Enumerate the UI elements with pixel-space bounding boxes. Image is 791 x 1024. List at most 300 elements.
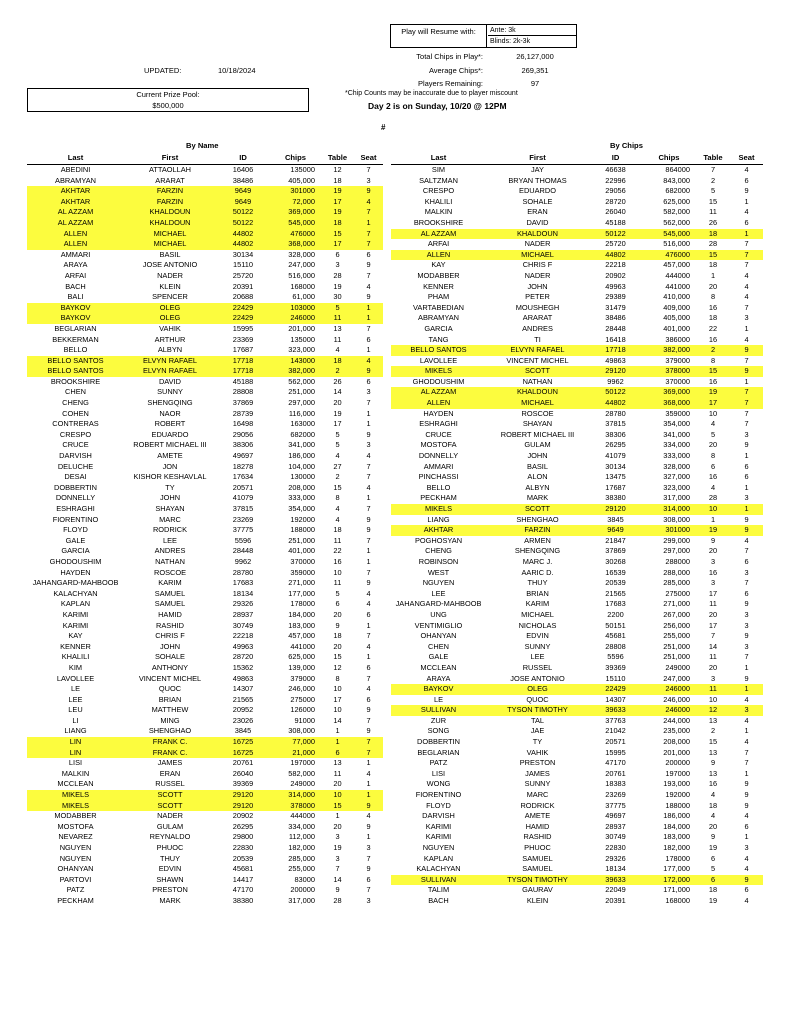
player-last: ROBINSON [418,556,459,566]
player-seat: 3 [366,440,371,450]
player-first: MICHAEL [521,609,554,619]
player-first: TAL [530,715,544,725]
player-first: BRIAN [526,588,549,598]
table-row [391,472,763,483]
player-first: GAURAV [522,885,553,895]
table-row [391,462,763,473]
player-table: 2 [710,726,716,736]
player-first: HAMID [158,609,182,619]
player-first: ARARAT [155,175,185,185]
table-row [391,716,763,727]
player-chips: 444000 [665,270,690,280]
player-table: 20 [708,440,718,450]
player-last: LEE [431,588,446,598]
player-seat: 1 [366,493,371,503]
player-id: 26040 [232,768,254,778]
player-id: 20902 [605,270,626,280]
player-table: 7 [335,864,340,874]
player-last: PATZ [66,885,85,895]
player-table: 18 [708,885,718,895]
player-seat: 6 [744,472,749,482]
player-seat: 6 [744,175,749,185]
player-seat: 6 [366,334,371,344]
player-first: RASHID [156,620,184,630]
player-table: 15 [708,737,718,747]
player-chips: 323,000 [663,482,690,492]
player-id: 26295 [232,821,254,831]
player-chips: 172,000 [642,875,696,886]
player-last: LE [433,694,444,704]
player-table: 28 [708,493,718,503]
player-last: NGUYEN [59,843,92,852]
player-table: 6 [710,461,716,471]
player-chips: 314,000 [642,504,696,515]
player-seat: 4 [744,811,749,821]
player-first: SAMUEL [154,599,186,609]
player-id: 37869 [232,398,254,408]
player-table: 5 [710,186,716,196]
player-id: 39369 [605,662,626,672]
table-row [27,387,383,398]
player-last: MOSTOFA [420,440,457,450]
total-chips-label: Total Chips in Play*: [416,52,483,61]
player-last: BROOKSHIRE [50,376,101,386]
player-table: 12 [696,705,730,716]
player-seat: 4 [744,895,749,905]
player-first: FARZIN [486,525,589,536]
player-last: AKHTAR [27,197,124,208]
player-table: 19 [696,387,730,398]
player-first: SCOTT [124,790,216,801]
player-first: TYSON TIMOTHY [486,705,589,716]
player-chips: 441000 [290,641,315,651]
player-seat: 1 [730,684,763,695]
table-row [391,822,763,833]
player-last: FIORENTINO [415,790,462,800]
player-id: 30134 [232,249,254,259]
player-first: SCOTT [486,504,589,515]
player-table: 16 [708,376,718,386]
player-table: 10 [708,408,718,418]
player-id: 18278 [232,461,254,471]
player-id: 21847 [605,535,626,545]
player-seat: 1 [354,303,383,314]
col-table: Table [696,153,730,165]
player-table: 5 [335,588,340,598]
player-first: ERAN [527,207,548,217]
player-id: 3845 [234,726,252,736]
player-chips: 112,000 [288,832,315,842]
player-chips: 545,000 [642,229,696,240]
player-first: VINCENT MICHEL [138,673,202,683]
player-seat: 9 [744,790,749,800]
player-seat: 6 [744,461,749,471]
player-chips: 201,000 [288,323,315,333]
player-last: WONG [426,779,451,789]
player-last: LEU [68,705,83,715]
player-last: CRESPO [59,429,92,439]
player-seat: 7 [366,631,371,641]
table-row [27,165,383,176]
player-last: MIKELS [27,790,124,801]
player-chips: 104,000 [288,461,315,471]
player-seat: 4 [366,641,371,651]
table-row [391,239,763,250]
player-last: AL AZZAM [391,229,486,240]
player-seat: 7 [744,260,749,270]
player-first: JAMES [525,768,550,778]
player-last: KENNER [60,641,91,651]
player-last: KAY [431,260,446,270]
player-chips: 354,000 [288,504,315,513]
player-id: 20539 [232,853,254,863]
player-last: LI [72,715,79,725]
player-first: SUNNY [524,641,551,651]
player-table: 17 [333,419,342,429]
player-seat: 7 [730,387,763,398]
player-id: 37775 [605,800,626,810]
player-first: ROSCOE [153,567,187,577]
player-last: PHAM [427,292,450,302]
player-chips: 116,000 [288,408,315,418]
player-last: ARFAI [64,270,87,280]
player-table: 5 [335,429,340,439]
player-seat: 7 [354,748,383,759]
table-row [391,578,763,589]
player-first: FRANK C. [124,748,216,759]
player-chips: 126000 [290,705,315,715]
player-last: BAYKOV [27,313,124,324]
player-seat: 1 [744,196,749,206]
player-id: 28937 [232,609,254,619]
table-row [27,197,383,208]
player-table: 11 [333,768,342,778]
player-seat: 1 [366,758,371,768]
player-first: NADER [157,270,183,280]
player-first: AARIC D. [521,567,554,577]
player-first: FRANK C. [124,737,216,748]
player-chips: 341,000 [663,429,690,439]
player-table: 20 [708,609,718,619]
table-row [27,239,383,250]
player-chips: 163000 [290,419,315,429]
player-last: DONNELLY [55,493,96,503]
player-last: TANG [428,334,449,344]
player-last: HAYDEN [60,567,91,577]
table-row [391,843,763,854]
player-last: DARVISH [59,451,92,461]
table-row [391,483,763,494]
player-seat: 9 [744,779,749,789]
player-id: 20571 [232,482,254,492]
player-chips: 444000 [290,811,315,821]
player-first: JOSE ANTONIO [510,673,565,683]
player-table: 5 [710,864,716,874]
player-first: JOSE ANTONIO [142,260,198,270]
table-row [27,631,383,642]
player-last: BEGLARIAN [54,323,97,333]
player-chips: 267,000 [663,609,690,619]
by-chips-table [391,153,763,907]
player-chips: 405,000 [288,175,315,185]
player-table: 3 [710,578,716,588]
player-first: KHALDOUN [124,218,216,229]
player-id: 28780 [605,408,626,418]
player-table: 7 [710,165,716,174]
player-chips: 130000 [290,472,315,482]
player-last: JAHANGARD-MAHBOOB [395,599,482,609]
player-seat: 1 [366,620,371,630]
table-row [391,165,763,176]
player-last: LISI [68,758,83,768]
player-chips: 200000 [290,885,315,895]
player-chips: 247,000 [288,260,315,270]
player-id: 9962 [234,556,252,566]
player-first: SHENGQING [147,398,193,408]
player-seat: 4 [366,768,371,778]
player-first: SHAYAN [155,504,185,513]
player-last: SULLIVAN [391,875,486,886]
player-seat: 6 [744,217,749,227]
table-row [27,832,383,843]
table-row [391,493,763,504]
player-chips: 334,000 [288,821,315,831]
player-chips: 843,000 [663,175,690,185]
player-table: 7 [710,631,716,641]
player-table: 4 [710,790,716,800]
player-table: 16 [333,556,342,566]
player-table: 6 [335,599,340,609]
player-id: 22996 [605,175,626,185]
player-last: KALACHYAN [53,588,98,598]
player-chips: 177,000 [288,588,315,598]
player-last: MODABBER [54,811,97,821]
player-chips: 341,000 [288,440,315,450]
player-table: 15 [696,366,730,377]
player-last: ABRAMYAN [55,175,96,185]
player-first: RUSSEL [155,779,185,789]
player-chips: 288,000 [663,567,690,577]
table-row [27,419,383,430]
player-table: 19 [321,186,354,197]
table-row [391,726,763,737]
player-table: 13 [333,758,342,768]
player-id: 9962 [607,376,624,386]
player-chips: 139,000 [288,662,315,672]
player-id: 45188 [232,376,254,386]
player-seat: 1 [354,313,383,324]
player-seat: 4 [366,281,371,291]
table-row [27,504,383,515]
player-seat: 7 [744,652,749,662]
col-chips: Chips [270,153,321,165]
table-row [391,663,763,674]
player-chips: 379000 [290,673,315,683]
player-seat: 4 [744,694,749,704]
player-chips: 864000 [665,165,690,174]
table-row [391,218,763,229]
table-row [27,589,383,600]
player-first: ANDRES [154,546,186,556]
player-last: AKHTAR [27,186,124,197]
player-chips: 370000 [290,556,315,566]
player-seat: 6 [366,376,371,386]
player-last: KAPLAN [60,599,91,609]
player-id: 44802 [589,250,642,261]
player-table: 15 [333,652,342,662]
player-id: 49697 [605,811,626,821]
player-chips: 251,000 [663,641,690,651]
player-first: ANDRES [522,323,553,333]
player-id: 29120 [216,790,270,801]
player-chips: 135000 [290,165,315,174]
table-row [27,377,383,388]
player-first: MICHAEL [486,250,589,261]
player-first: ANTHONY [151,662,189,672]
player-id: 37815 [232,504,254,513]
player-last: OHANYAN [420,631,457,641]
player-last: LAVOLLEE [419,355,458,365]
player-chips: 183,000 [663,832,690,842]
player-seat: 7 [744,419,749,429]
player-id: 16418 [605,334,626,344]
player-id: 20688 [232,292,254,302]
player-table: 5 [321,303,354,314]
player-table: 4 [335,514,340,524]
player-seat: 6 [744,821,749,831]
player-id: 41079 [232,493,254,503]
player-id: 22830 [232,843,254,852]
player-table: 8 [710,292,716,302]
player-id: 49963 [232,641,254,651]
player-table: 6 [710,853,716,863]
player-seat: 7 [366,323,371,333]
player-table: 1 [710,270,716,280]
player-chips: 317,000 [288,895,315,905]
player-seat: 4 [744,281,749,291]
col-id: ID [589,153,642,165]
player-chips: 275000 [665,588,690,598]
player-last: ARAYA [426,673,451,683]
player-first: GULAM [524,440,551,450]
player-id: 45681 [232,864,254,874]
player-seat: 4 [366,588,371,598]
player-chips: 379000 [665,355,690,365]
player-seat: 4 [366,599,371,609]
player-table: 9 [710,758,716,768]
player-table: 19 [708,895,718,905]
table-row [391,525,763,536]
player-chips: 182,000 [663,843,690,852]
player-first: LEE [163,535,177,545]
player-chips: 386000 [665,334,690,344]
table-row [391,557,763,568]
player-first: FARZIN [124,197,216,208]
player-last: BEGLARIAN [417,747,460,757]
table-row [27,737,383,748]
player-id: 26295 [605,440,626,450]
player-chips: 288000 [665,556,690,566]
player-last: DESAI [64,472,87,482]
player-id: 29056 [605,186,626,196]
player-chips: 251,000 [288,535,315,545]
player-table: 4 [710,419,716,429]
player-table: 20 [333,398,342,408]
player-last: CRESPO [422,186,455,196]
table-row [27,801,383,812]
player-last: VARTABEDIAN [413,302,464,312]
player-first: KARIM [158,578,182,588]
player-table: 6 [321,748,354,759]
player-table: 2 [710,175,716,185]
player-last: AMMARI [423,461,454,471]
player-id: 18383 [605,779,626,789]
player-seat: 4 [744,334,749,344]
player-seat: 1 [366,556,371,566]
player-first: BRIAN [158,694,182,704]
player-chips: 370000 [665,376,690,386]
player-table: 20 [333,779,342,789]
player-first: MING [160,715,180,725]
table-row [27,758,383,769]
player-first: PHUOC [524,843,551,852]
player-chips: 299,000 [663,535,690,545]
player-id: 14307 [232,684,254,694]
player-id: 20902 [232,811,254,821]
player-first: NATHAN [522,376,553,386]
player-id: 22218 [605,260,626,270]
table-row [27,440,383,451]
player-table: 17 [696,398,730,409]
player-id: 29326 [605,853,626,863]
player-last: AKHTAR [391,525,486,536]
table-row [391,854,763,865]
player-chips: 247,000 [663,673,690,683]
player-last: BALI [67,292,84,302]
player-seat: 7 [366,673,371,683]
player-seat: 9 [730,366,763,377]
player-first: JON [162,461,178,471]
player-id: 28937 [605,821,626,831]
player-first: SHAWN [156,874,184,884]
player-last: ABRAMYAN [418,313,459,323]
player-table: 10 [333,684,342,694]
player-table: 15 [321,801,354,812]
player-table: 14 [333,715,342,725]
player-table: 6 [696,875,730,886]
player-chips: 285,000 [663,578,690,588]
player-id: 14417 [232,874,254,884]
player-seat: 4 [744,853,749,863]
player-chips: 271,000 [663,599,690,609]
table-row [391,790,763,801]
player-chips: 476000 [642,250,696,261]
player-id: 21565 [232,694,254,704]
player-chips: 401,000 [663,323,690,333]
by-name-table [27,153,383,907]
player-first: QUOC [526,694,549,704]
player-last: AL AZZAM [27,218,124,229]
player-first: JAMES [157,758,183,768]
table-row [27,472,383,483]
player-chips: 246000 [642,684,696,695]
table-row [27,356,383,367]
player-table: 4 [710,811,716,821]
player-last: BAYKOV [27,303,124,314]
player-chips: 359000 [290,567,315,577]
player-first: EDVIN [158,864,182,874]
player-id: 22429 [589,684,642,695]
